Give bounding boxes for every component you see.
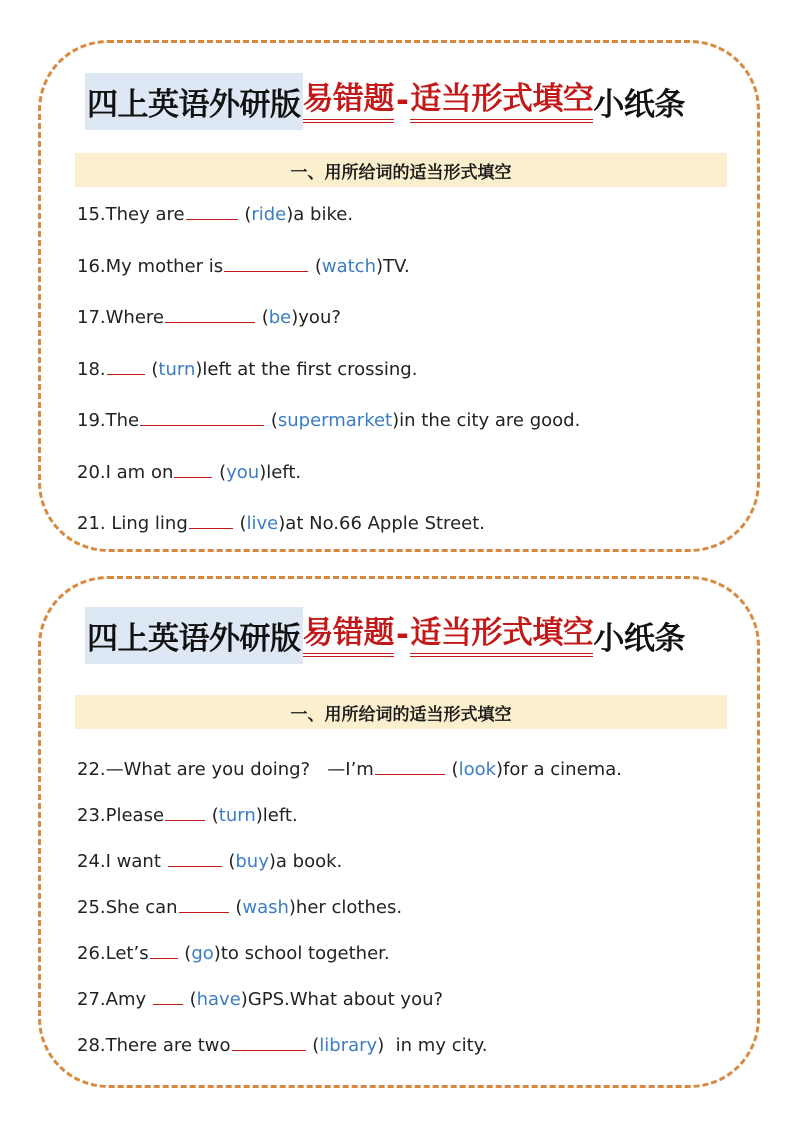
question-text: 24.I want [77, 851, 167, 872]
question-15: 15.They are ( ride ) a bike. [77, 201, 353, 225]
hint-word: be [268, 307, 292, 328]
question-16: 16.My mother is ( watch ) TV. [77, 253, 410, 277]
question-text-tail: at No.66 Apple Street. [285, 513, 485, 534]
question-21: 21. Ling ling ( live ) at No.66 Apple Street. [77, 510, 485, 534]
hint-word: library [319, 1035, 378, 1056]
hint-word: ride [251, 204, 287, 225]
answer-blank[interactable] [165, 304, 255, 323]
question-19: 19.The ( supermarket ) in the city are good. [77, 407, 580, 431]
question-23: 23.Please ( turn ) left. [77, 802, 298, 826]
title-dash: - [396, 83, 409, 119]
hint-word: have [196, 989, 241, 1010]
question-20: 20.I am on ( you ) left. [77, 459, 301, 483]
question-text-tail: a book. [275, 851, 343, 872]
title-tail: 小纸条 [593, 86, 685, 123]
hint-word: turn [218, 805, 256, 826]
hint-word: look [458, 759, 497, 780]
question-text-tail: left at the first crossing. [202, 359, 418, 380]
question-text: 15.They are [77, 204, 185, 225]
question-text-tail: for a cinema. [503, 759, 622, 780]
question-text-tail: you? [298, 307, 341, 328]
question-text: 22.—What are you doing? —I’m [77, 759, 374, 780]
card-title [85, 609, 685, 661]
answer-blank[interactable] [179, 894, 229, 913]
question-text-tail: in my city. [384, 1035, 488, 1056]
worksheet-card-2 [38, 576, 760, 1088]
answer-blank[interactable] [186, 201, 238, 220]
title-highlight: 四上英语外研版 [85, 73, 303, 130]
hint-word: turn [158, 359, 196, 380]
question-text: 26.Let’s [77, 943, 149, 964]
answer-blank[interactable] [174, 459, 212, 478]
worksheet-card-1 [38, 40, 760, 552]
question-text-tail: TV. [383, 256, 410, 277]
title-dash: - [396, 617, 409, 653]
hint-word: go [191, 943, 214, 964]
question-28: 28.There are two ( library ) in my city. [77, 1032, 487, 1056]
answer-blank[interactable] [232, 1032, 306, 1051]
answer-blank[interactable] [165, 802, 205, 821]
answer-blank[interactable] [375, 756, 445, 775]
question-24: 24.I want ( buy ) a book. [77, 848, 342, 872]
section-heading: 一、用所给词的适当形式填空 [75, 153, 727, 187]
hint-word: you [226, 462, 260, 483]
question-text: 16.My mother is [77, 256, 224, 277]
question-22: 22.—What are you doing? —I’m ( look ) for a cinema. [77, 756, 622, 780]
question-text-tail: GPS.What about you? [247, 989, 444, 1010]
hint-word: wash [242, 897, 289, 918]
answer-blank[interactable] [224, 253, 308, 272]
answer-blank[interactable] [153, 986, 183, 1005]
question-text: 23.Please [77, 805, 165, 826]
hint-word: buy [235, 851, 269, 872]
question-text: 25.She can [77, 897, 178, 918]
hint-word: supermarket [277, 410, 393, 431]
question-text: 21. Ling ling [77, 513, 188, 534]
title-red-2: 适当形式填空 [410, 79, 593, 123]
card-title [85, 75, 685, 127]
title-tail: 小纸条 [593, 620, 685, 657]
question-27: 27.Amy ( have ) GPS.What about you? [77, 986, 443, 1010]
question-text-tail: in the city are good. [399, 410, 581, 431]
question-text-tail: a bike. [293, 204, 354, 225]
question-text: 28.There are two [77, 1035, 231, 1056]
question-17: 17.Where ( be ) you? [77, 304, 341, 328]
title-highlight: 四上英语外研版 [85, 607, 303, 664]
title-red-1: 易错题 [303, 613, 395, 657]
question-text-tail: left. [262, 805, 298, 826]
answer-blank[interactable] [140, 407, 264, 426]
title-red-2: 适当形式填空 [410, 613, 593, 657]
answer-blank[interactable] [107, 356, 145, 375]
question-18: 18. ( turn ) left at the first crossing. [77, 356, 417, 380]
title-red-1: 易错题 [303, 79, 395, 123]
question-text-tail: her clothes. [295, 897, 403, 918]
answer-blank[interactable] [168, 848, 222, 867]
section-heading: 一、用所给词的适当形式填空 [75, 695, 727, 729]
question-text: 19.The [77, 410, 140, 431]
hint-word: live [246, 513, 279, 534]
question-text-tail: to school together. [220, 943, 390, 964]
question-text: 27.Amy [77, 989, 152, 1010]
answer-blank[interactable] [189, 510, 233, 529]
question-text: 17.Where [77, 307, 164, 328]
hint-word: watch [321, 256, 376, 277]
answer-blank[interactable] [150, 940, 178, 959]
question-text-tail: left. [266, 462, 302, 483]
question-26: 26.Let’s ( go ) to school together. [77, 940, 390, 964]
question-text: 20.I am on [77, 462, 174, 483]
question-25: 25.She can ( wash ) her clothes. [77, 894, 402, 918]
question-text: 18. [77, 359, 106, 380]
